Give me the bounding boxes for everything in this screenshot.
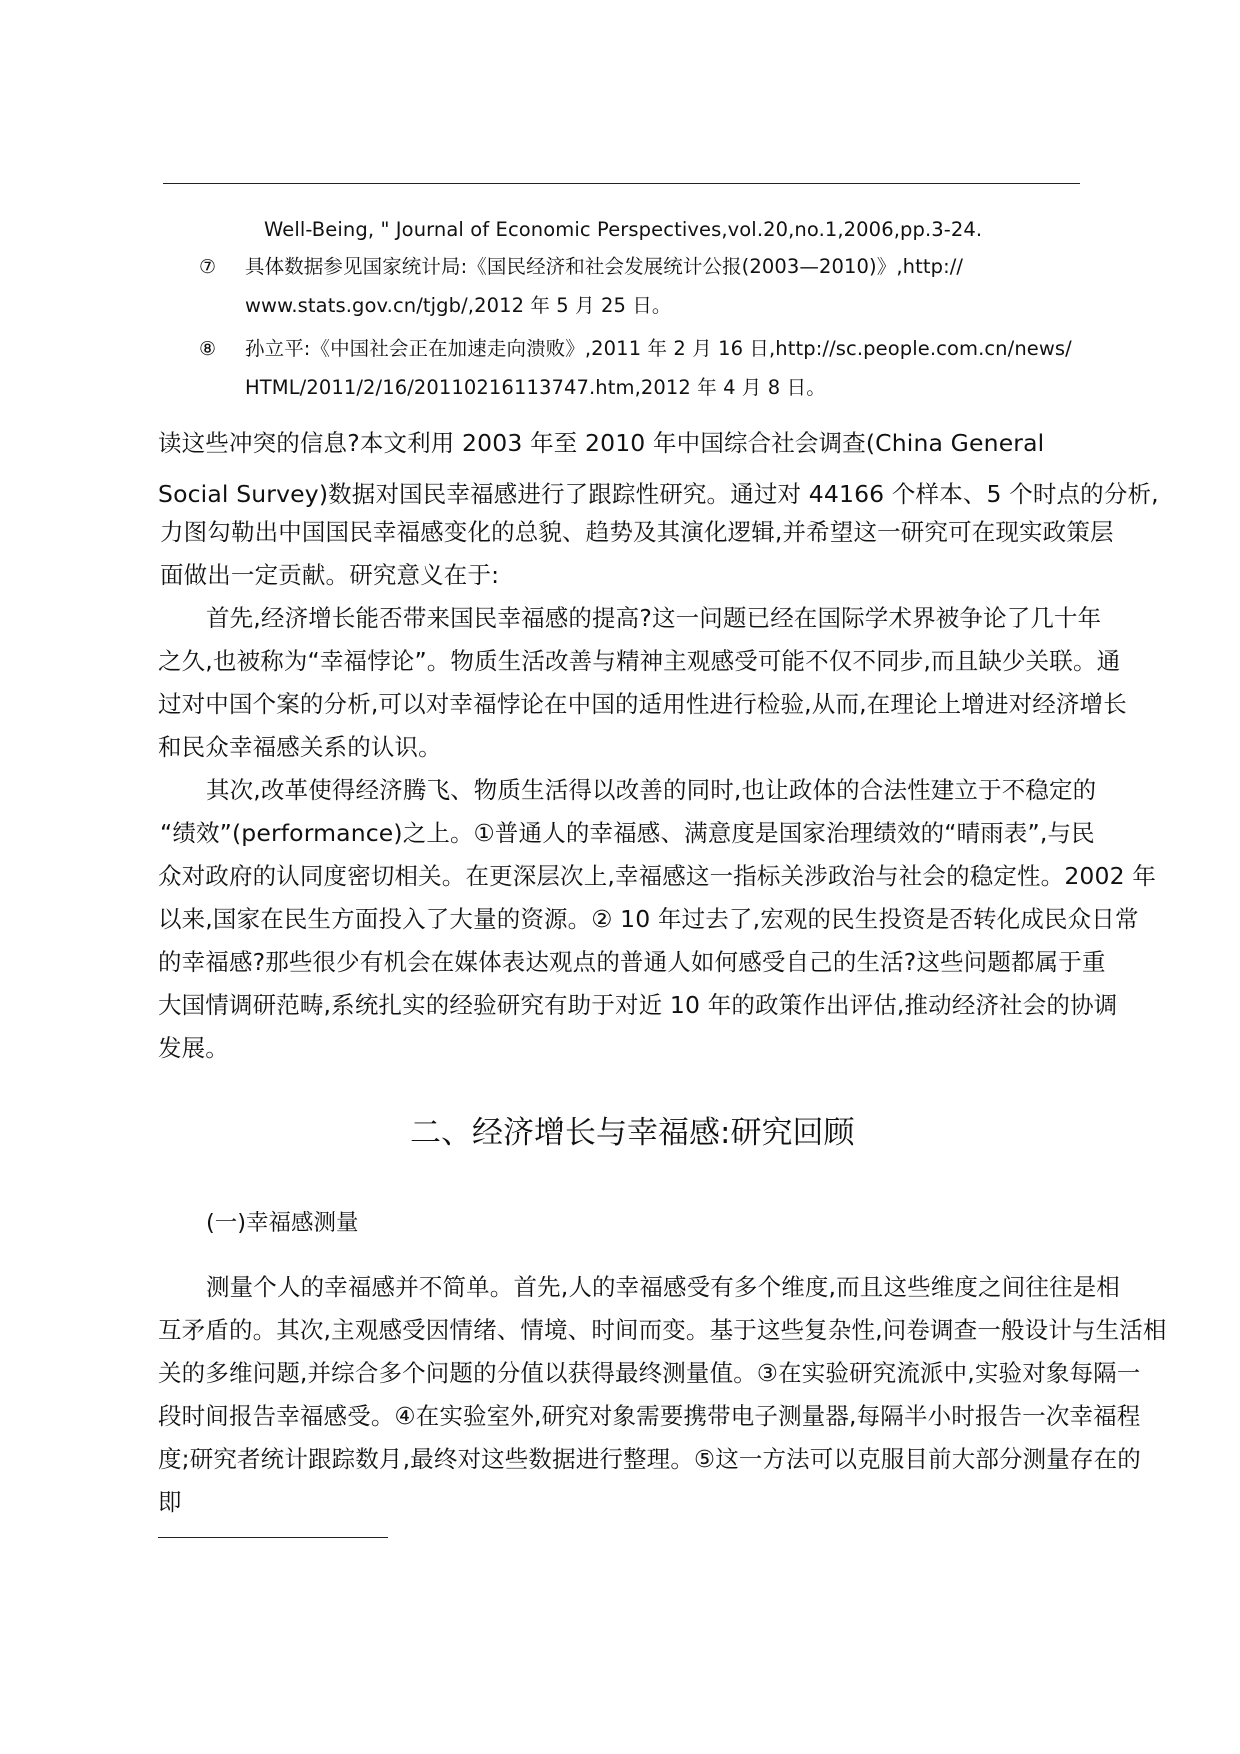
para3-line-3: 关的多维问题,并综合多个问题的分值以获得最终测量值。③在实验研究流派中,实验对象每隔一: [158, 1359, 1141, 1387]
para2-line-4: 以来,国家在民生方面投入了大量的资源。② 10 年过去了,宏观的民生投资是否转化成民众日常: [158, 905, 1139, 933]
intro-line-2: Social Survey)数据对国民幸福感进行了跟踪性研究。通过对 44166 个样本、5 个时点的分析,: [158, 480, 1159, 508]
footnote-7-marker: ⑦: [199, 256, 217, 278]
footnote-8-line-2: HTML/2011/2/16/20110216113747.htm,2012 年 4 月 8 日。: [245, 376, 826, 399]
para2-line-3: 众对政府的认同度密切相关。在更深层次上,幸福感这一指标关涉政治与社会的稳定性。2002 年: [158, 862, 1156, 890]
footnote-7-line-1: 具体数据参见国家统计局:《国民经济和社会发展统计公报(2003—2010)》,http://: [245, 255, 964, 278]
intro-line-3: 力图勾勒出中国国民幸福感变化的总貌、趋势及其演化逻辑,并希望这一研究可在现实政策层: [160, 518, 1114, 546]
footnote-divider: [158, 1537, 388, 1538]
para2-line-1: 其次,改革使得经济腾飞、物质生活得以改善的同时,也让政体的合法性建立于不稳定的: [206, 776, 1097, 804]
para3-line-6: 即: [158, 1488, 182, 1516]
top-divider: [163, 183, 1080, 184]
para1-line-2: 之久,也被称为“幸福悖论”。物质生活改善与精神主观感受可能不仅不同步,而且缺少关联。通: [158, 647, 1121, 675]
para1-line-3: 过对中国个案的分析,可以对幸福悖论在中国的适用性进行检验,从而,在理论上增进对经济增长: [158, 690, 1127, 718]
para3-line-2: 互矛盾的。其次,主观感受因情绪、情境、时间而变。基于这些复杂性,问卷调查一般设计与生活相: [158, 1316, 1167, 1344]
footnote-8-marker: ⑧: [199, 338, 217, 360]
para3-line-4: 段时间报告幸福感受。④在实验室外,研究对象需要携带电子测量器,每隔半小时报告一次幸福程: [158, 1402, 1141, 1430]
para2-line-5: 的幸福感?那些很少有机会在媒体表达观点的普通人如何感受自己的生活?这些问题都属于重: [158, 948, 1106, 976]
footnote-continuation: Well-Being, " Journal of Economic Perspectives,vol.20,no.1,2006,pp.3-24.: [264, 218, 983, 241]
para3-line-5: 度;研究者统计跟踪数月,最终对这些数据进行整理。⑤这一方法可以克服目前大部分测量存在的: [158, 1445, 1141, 1473]
para2-line-6: 大国情调研范畴,系统扎实的经验研究有助于对近 10 年的政策作出评估,推动经济社会的协调: [158, 991, 1118, 1019]
footnote-7-line-2: www.stats.gov.cn/tjgb/,2012 年 5 月 25 日。: [245, 294, 672, 317]
intro-line-4: 面做出一定贡献。研究意义在于:: [160, 561, 500, 589]
section-heading: 二、经济增长与幸福感:研究回顾: [410, 1115, 855, 1151]
footnote-8-line-1: 孙立平:《中国社会正在加速走向溃败》,2011 年 2 月 16 日,http://sc.people.com.cn/news/: [245, 337, 1072, 360]
para1-line-1: 首先,经济增长能否带来国民幸福感的提高?这一问题已经在国际学术界被争论了几十年: [206, 604, 1102, 632]
para1-line-4: 和民众幸福感关系的认识。: [158, 733, 442, 761]
para3-line-1: 测量个人的幸福感并不简单。首先,人的幸福感受有多个维度,而且这些维度之间往往是相: [206, 1273, 1120, 1301]
para2-line-2: “绩效”(performance)之上。①普通人的幸福感、满意度是国家治理绩效的“晴雨表”,与民: [160, 819, 1095, 847]
intro-line-1: 读这些冲突的信息?本文利用 2003 年至 2010 年中国综合社会调查(China General: [158, 429, 1045, 457]
para2-line-7: 发展。: [158, 1034, 229, 1062]
subsection-heading: (一)幸福感测量: [206, 1210, 359, 1236]
